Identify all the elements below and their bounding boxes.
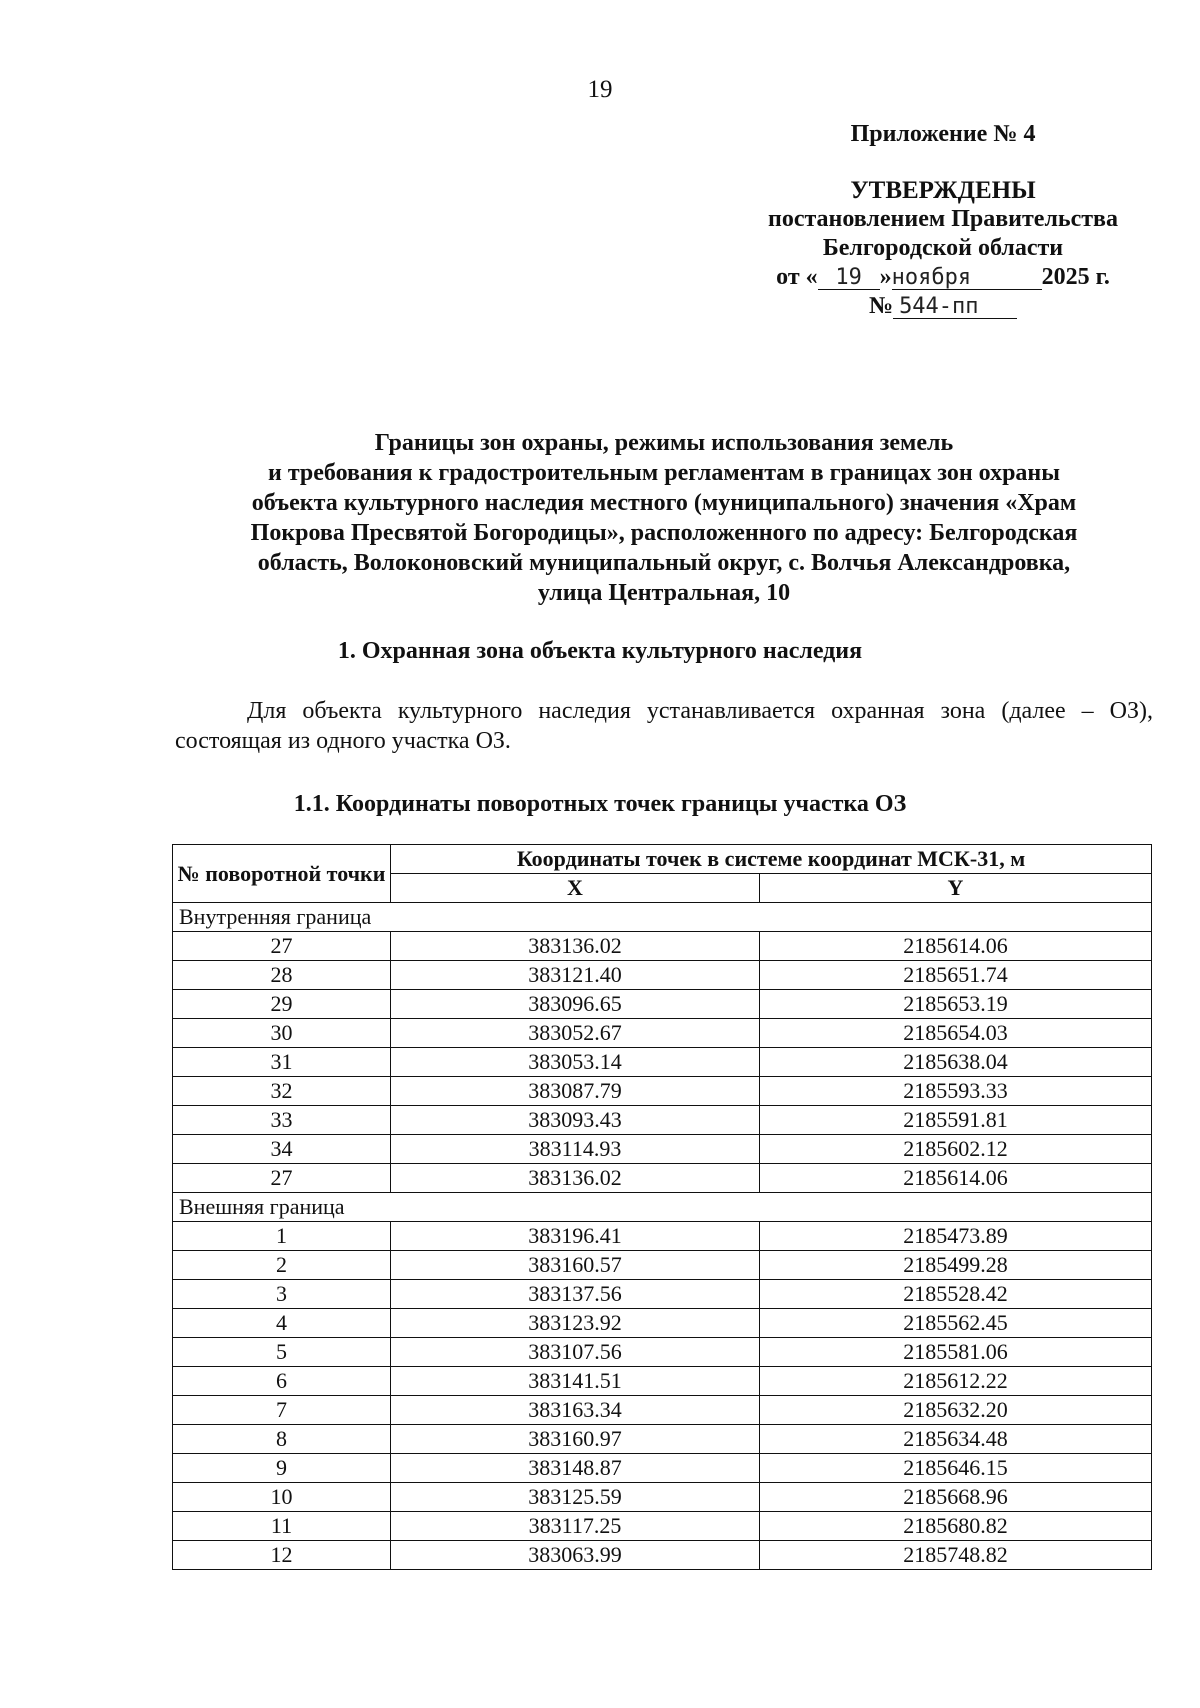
point-number-cell: 5: [173, 1338, 391, 1367]
table-row: [173, 1135, 1152, 1164]
x-coordinate-cell: 383196.41: [391, 1222, 760, 1251]
point-number-cell: 1: [173, 1222, 391, 1251]
point-number-cell: 3: [173, 1280, 391, 1309]
point-number-cell: 34: [173, 1135, 391, 1164]
x-coordinate-cell: 383141.51: [391, 1367, 760, 1396]
y-coordinate-cell: 2185748.82: [760, 1541, 1152, 1570]
group-label: Внутренняя граница: [173, 903, 1152, 932]
x-coordinate-cell: 383148.87: [391, 1454, 760, 1483]
x-coordinate-cell: 383137.56: [391, 1280, 760, 1309]
point-number-cell: 33: [173, 1106, 391, 1135]
table-row: [173, 1251, 1152, 1280]
title-line: объекта культурного наследия местного (муниципального) значения «Храм: [251, 490, 1077, 516]
x-coordinate-cell: 383136.02: [391, 1164, 760, 1193]
point-number-cell: 32: [173, 1077, 391, 1106]
table-row: [173, 1048, 1152, 1077]
y-coordinate-cell: 2185562.45: [760, 1309, 1152, 1338]
date-mid: »: [879, 264, 892, 290]
point-number-cell: 2: [173, 1251, 391, 1280]
point-number-cell: 6: [173, 1367, 391, 1396]
table-row: [173, 932, 1152, 961]
y-coordinate-cell: 2185680.82: [760, 1512, 1152, 1541]
x-coordinate-cell: 383114.93: [391, 1135, 760, 1164]
table-row: [173, 1425, 1152, 1454]
region-line: Белгородской области: [822, 235, 1064, 261]
point-number-cell: 27: [173, 1164, 391, 1193]
header-coordinates: Координаты точек в системе координат МСК-31, м: [391, 845, 1152, 874]
y-coordinate-cell: 2185593.33: [760, 1077, 1152, 1106]
y-coordinate-cell: 2185473.89: [760, 1222, 1152, 1251]
table-row: [173, 1222, 1152, 1251]
approval-block: [748, 120, 1138, 321]
point-number-cell: 11: [173, 1512, 391, 1541]
y-coordinate-cell: 2185591.81: [760, 1106, 1152, 1135]
y-coordinate-cell: 2185634.48: [760, 1425, 1152, 1454]
y-coordinate-cell: 2185651.74: [760, 961, 1152, 990]
document-title: [190, 428, 1138, 608]
x-coordinate-cell: 383160.97: [391, 1425, 760, 1454]
page-number: 19: [587, 76, 613, 103]
number-line: [748, 292, 1138, 321]
title-line: область, Волоконовский муниципальный округ, с. Волчья Александровка,: [257, 550, 1071, 576]
table-row: [173, 1454, 1152, 1483]
x-coordinate-cell: 383136.02: [391, 932, 760, 961]
point-number-cell: 12: [173, 1541, 391, 1570]
group-row: [173, 1193, 1152, 1222]
table-row: [173, 990, 1152, 1019]
date-day: 19: [835, 265, 862, 290]
y-coordinate-cell: 2185646.15: [760, 1454, 1152, 1483]
x-coordinate-cell: 383125.59: [391, 1483, 760, 1512]
group-row: [173, 903, 1152, 932]
point-number-cell: 30: [173, 1019, 391, 1048]
date-prefix: от «: [776, 264, 818, 290]
y-coordinate-cell: 2185668.96: [760, 1483, 1152, 1512]
table-row: [173, 1541, 1152, 1570]
table-heading: 1.1. Координаты поворотных точек границы участка ОЗ: [293, 791, 907, 817]
y-coordinate-cell: 2185614.06: [760, 932, 1152, 961]
header-y: Y: [760, 874, 1152, 903]
coordinates-table: [172, 844, 1152, 1570]
table-row: [173, 1367, 1152, 1396]
x-coordinate-cell: 383053.14: [391, 1048, 760, 1077]
table-row: [173, 1077, 1152, 1106]
x-coordinate-cell: 383163.34: [391, 1396, 760, 1425]
table-row: [173, 1164, 1152, 1193]
y-coordinate-cell: 2185614.06: [760, 1164, 1152, 1193]
table-row: [173, 1106, 1152, 1135]
x-coordinate-cell: 383107.56: [391, 1338, 760, 1367]
group-label: Внешняя граница: [173, 1193, 1152, 1222]
point-number-cell: 8: [173, 1425, 391, 1454]
y-coordinate-cell: 2185499.28: [760, 1251, 1152, 1280]
x-coordinate-cell: 383160.57: [391, 1251, 760, 1280]
y-coordinate-cell: 2185653.19: [760, 990, 1152, 1019]
date-year: 2025 г.: [1041, 264, 1110, 290]
approved-heading: УТВЕРЖДЕНЫ: [850, 177, 1036, 204]
point-number-cell: 9: [173, 1454, 391, 1483]
point-number-cell: 28: [173, 961, 391, 990]
approved-by-line: постановлением Правительства: [767, 206, 1118, 232]
coordinates-table-body: [173, 903, 1152, 1570]
table-row: [173, 1019, 1152, 1048]
x-coordinate-cell: 383121.40: [391, 961, 760, 990]
point-number-cell: 31: [173, 1048, 391, 1077]
body-paragraph: Для объекта культурного наследия устанавливается охранная зона (далее – ОЗ), состоящая из одного участка ОЗ.: [175, 698, 1153, 754]
x-coordinate-cell: 383096.65: [391, 990, 760, 1019]
y-coordinate-cell: 2185632.20: [760, 1396, 1152, 1425]
point-number-cell: 10: [173, 1483, 391, 1512]
point-number-cell: 29: [173, 990, 391, 1019]
x-coordinate-cell: 383123.92: [391, 1309, 760, 1338]
y-coordinate-cell: 2185581.06: [760, 1338, 1152, 1367]
y-coordinate-cell: 2185638.04: [760, 1048, 1152, 1077]
point-number-cell: 4: [173, 1309, 391, 1338]
title-line: Границы зон охраны, режимы использования земель: [374, 430, 954, 456]
x-coordinate-cell: 383063.99: [391, 1541, 760, 1570]
point-number-cell: 7: [173, 1396, 391, 1425]
table-row: [173, 961, 1152, 990]
table-row: [173, 1483, 1152, 1512]
table-row: [173, 1396, 1152, 1425]
y-coordinate-cell: 2185528.42: [760, 1280, 1152, 1309]
date-month: ноября: [891, 265, 972, 290]
table-row: [173, 1512, 1152, 1541]
y-coordinate-cell: 2185602.12: [760, 1135, 1152, 1164]
number-prefix: №: [868, 293, 894, 319]
y-coordinate-cell: 2185654.03: [760, 1019, 1152, 1048]
title-line: улица Центральная, 10: [537, 580, 791, 606]
date-line: [748, 263, 1138, 292]
x-coordinate-cell: 383052.67: [391, 1019, 760, 1048]
title-line: Покрова Пресвятой Богородицы», расположенного по адресу: Белгородская: [250, 520, 1078, 546]
table-row: [173, 1309, 1152, 1338]
title-line: и требования к градостроительным регламентам в границах зон охраны: [268, 460, 1060, 486]
x-coordinate-cell: 383087.79: [391, 1077, 760, 1106]
point-number-cell: 27: [173, 932, 391, 961]
table-row: [173, 1280, 1152, 1309]
header-x: X: [391, 874, 760, 903]
number-value: 544-пп: [899, 294, 979, 319]
appendix-label: Приложение № 4: [850, 121, 1036, 147]
table-row: [173, 1338, 1152, 1367]
section-heading: 1. Охранная зона объекта культурного наследия: [337, 638, 863, 664]
x-coordinate-cell: 383117.25: [391, 1512, 760, 1541]
x-coordinate-cell: 383093.43: [391, 1106, 760, 1135]
header-point-number: № поворотной точки: [173, 845, 391, 903]
y-coordinate-cell: 2185612.22: [760, 1367, 1152, 1396]
